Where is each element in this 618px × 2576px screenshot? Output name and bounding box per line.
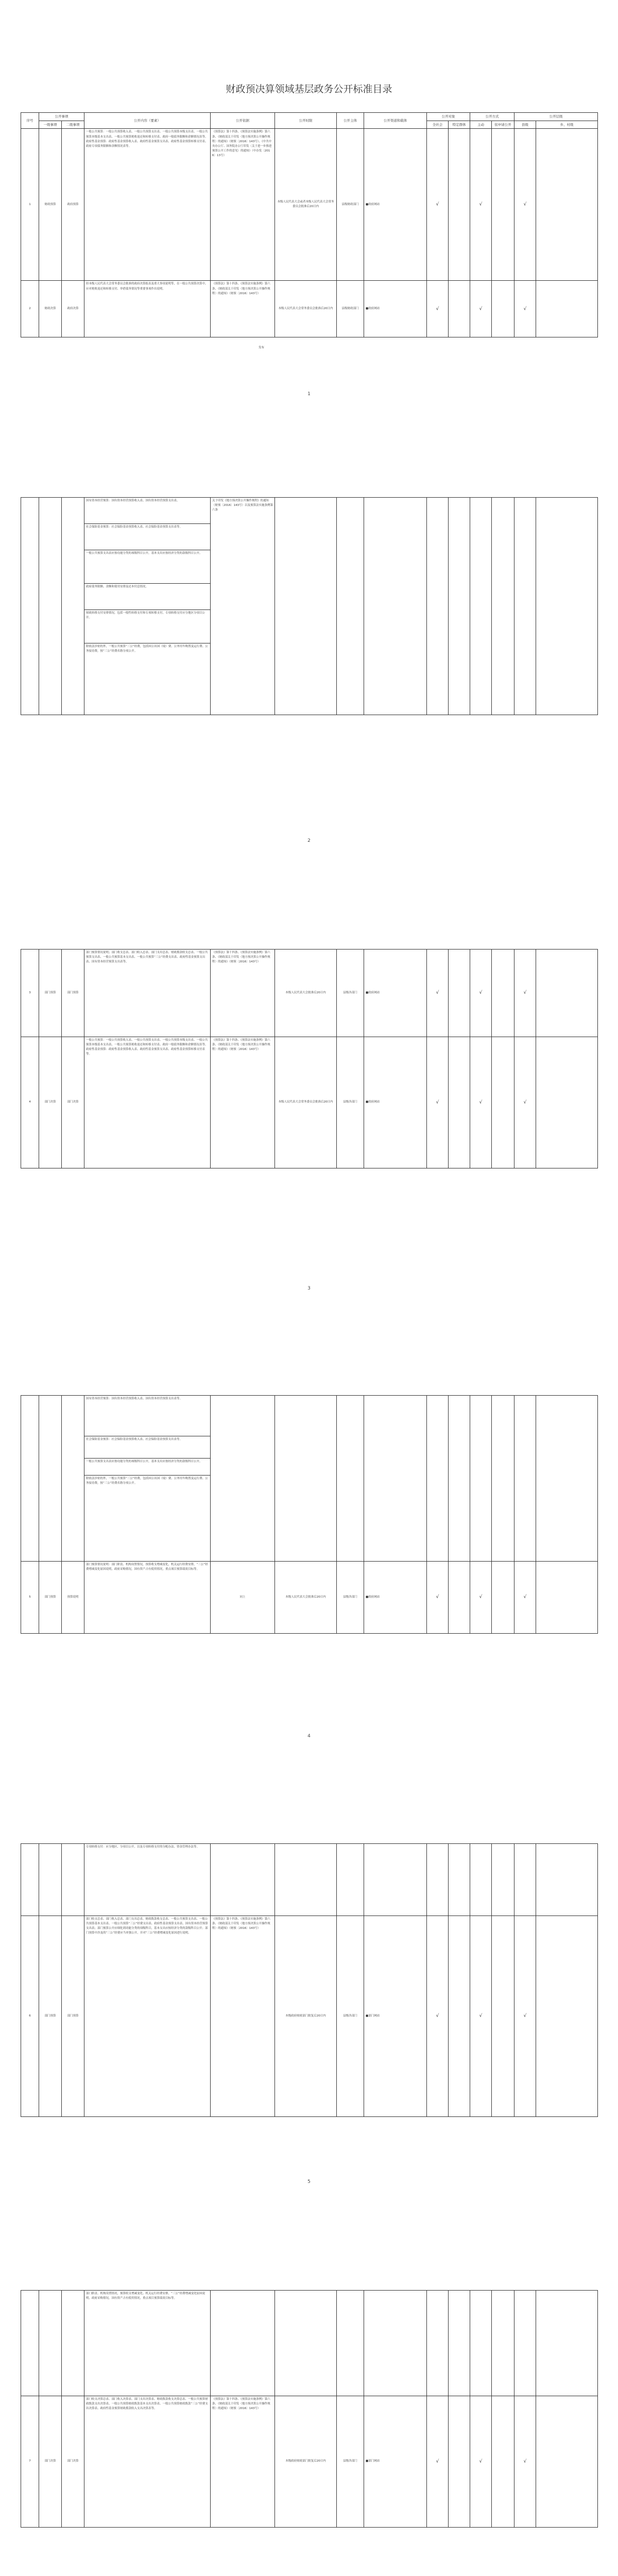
page-5-table-block (21, 1843, 597, 2117)
cell-time: 本级人民代表大会常务委员会批准后20日内 (275, 1037, 337, 1168)
table-row (21, 129, 598, 281)
cell-active: √ (470, 1037, 492, 1168)
cell-content: 专项转移支付：应分地区、分项目公开，以及专项转移支付的分配办法、资金管理办法等。 (84, 1844, 211, 1916)
header-level-town: 乡、村级 (536, 121, 598, 129)
cell-content: 部门预算情况说明；部门收支总表、部门收入总表、部门支出总表、财政拨款收支总表、一般公共预算支出表、一般公共预算基本支出表、一般公共预算“三公”经费支出表、政府性基金预算支出表、国有资本经营预算支出表等。 (84, 950, 211, 1037)
cell-town (536, 950, 598, 1037)
header-mode-active: 主动 (470, 121, 492, 129)
cell-target-all: √ (427, 1916, 449, 2117)
table-row (21, 1037, 598, 1168)
table-row (21, 1844, 598, 1916)
cell-time: 本级政府财政部门批复后20日内 (275, 2396, 337, 2528)
table-row (21, 1396, 598, 1562)
cell-time: 本级人民代表大会常务委员会批准后20日内 (275, 281, 337, 337)
cell-seq: 7 (21, 2396, 39, 2528)
cell-county: √ (514, 281, 536, 337)
cell-basis: 关于印发《地方预决算公开操作规程》的通知（财预〔2016〕143号）以及预算法实施条例第六条 (211, 498, 275, 715)
header-basis: 公开依据 (211, 113, 275, 129)
cell-active: √ (470, 281, 492, 337)
content-segment: 财政转移支付安排情况，包括一般性转移支付和专项转移支付，专项转移支付应分地区分项目公开。 (84, 610, 210, 643)
catalog-table (21, 497, 598, 715)
cell-l2: 政府决算 (62, 281, 84, 337)
cell-seq: 2 (21, 281, 39, 337)
cell-seq: 6 (21, 1916, 39, 2117)
cell-seq: 1 (21, 129, 39, 281)
page-number: 1 (307, 392, 311, 397)
header-item-l2: 二级事项 (62, 121, 84, 129)
cell-basis: 《预算法》第十四条、《预算法实施条例》第六条、《财政部关于印发〈地方预决算公开操作规程〉的通知》（财预〔2016〕143号） (211, 2396, 275, 2528)
cell-basis: 《预算法》第十四条、《预算法实施条例》第六条、《财政部关于印发〈地方预决算公开操作规程〉的通知》（财预〔2016〕143号） (211, 950, 275, 1037)
cell-active: √ (470, 1562, 492, 1634)
cell-town (536, 2396, 598, 2528)
cell-basis: 《预算法》第十四条、《预算法实施条例》第六条、《财政部关于印发〈地方预决算公开操作规程〉的通知》（财预〔2016〕143号） (211, 1916, 275, 2117)
cell-basis: 《预算法》第十四条、《预算法实施条例》第六条、《财政部关于印发〈地方预决算公开操作规程〉的通知》（财预〔2016〕143号） (211, 281, 275, 337)
cell-content: 部门预算情况说明：部门职责、机构设置情况，预算收支增减变化，机关运行经费安排，“三公”经费增减变化原因说明，政府采购情况，国有资产占有使用情况，重点项目预算绩效目标等。 (84, 1562, 211, 1634)
content-segment: 政府债务限额、余额和使用安排及还本付息情况。 (84, 584, 210, 610)
page-2-table-block (21, 497, 597, 715)
cell-town (536, 1916, 598, 2117)
cell-channel: ■政府网站 (364, 950, 427, 1037)
cell-l1: 部门预算 (39, 1916, 62, 2117)
cell-seq: 5 (21, 1562, 39, 1634)
page-3-table-block (21, 949, 597, 1168)
cell-county: √ (514, 1037, 536, 1168)
header-level-county: 县级 (514, 121, 536, 129)
table-row (21, 281, 598, 337)
cell-apply (492, 1562, 514, 1634)
content-segment: 国有资本经营预算：国有资本经营预算收入表、国有资本经营预算支出表等。 (84, 1396, 210, 1436)
cell-target-specific (449, 2396, 470, 2528)
cell-l2: 政府预算 (62, 129, 84, 281)
header-time: 公开时限 (275, 113, 337, 129)
cell-l1: 部门决算 (39, 2396, 62, 2528)
cell-apply (492, 2396, 514, 2528)
catalog-table (21, 949, 598, 1168)
cell-l1: 部门预算 (39, 950, 62, 1037)
cell-apply (492, 129, 514, 281)
cell-subject: 县级各部门 (337, 2396, 364, 2528)
page-number: 2 (307, 838, 311, 843)
cell-time: 本级政府财政部门批复后20日内 (275, 1916, 337, 2117)
cell-target-specific (449, 1037, 470, 1168)
cell-active: √ (470, 2396, 492, 2528)
cell-county: √ (514, 2396, 536, 2528)
header-mode-group: 公开方式 (470, 113, 514, 121)
content-segment: 除依法涉密的外，一般公共预算“三公”经费，包括因公出国（境）费、公务用车购置及运行费、公务接待费，按“三公”经费名称分项公开。 (86, 1477, 208, 1485)
table-row (21, 498, 598, 715)
content-segment: 一般公共预算支出表应按功能分类的项级科目公开，基本支出应按经济分类的款级科目公开。 (84, 1459, 210, 1476)
cell-l1: 部门预算 (39, 1562, 62, 1634)
header-items-group: 公开事项 (39, 113, 84, 121)
cell-l2: 部门决算 (62, 2396, 84, 2528)
cell-l1: 财政预算 (39, 129, 62, 281)
cell-subject: 县级各部门 (337, 950, 364, 1037)
table-row (21, 2291, 598, 2396)
content-segment: 社会保险基金预算：社会保险基金预算收入表、社会保险基金预算支出表等。 (84, 524, 210, 550)
cell-basis: 《预算法》第十四条、《预算法实施条例》第六条、《财政部关于印发〈地方预决算公开操作规程〉的通知》（财预〔2016〕143号） (211, 1037, 275, 1168)
cell-content: 一般公共预算：一般公共预算收入表、一般公共预算支出表、一般公共预算本级支出表、一般公共预算本级基本支出表、一般公共预算税收返还和转移支付表、政府一般债务限额和余额情况表等。政府性基金预算：政府性基金预算收入表、政府性基金预算支出表、政府性基金预算转移支付表等。 (84, 1037, 211, 1168)
table-header-row (21, 113, 598, 121)
cell-basis: 《预算法》第十四条、《预算法实施条例》第六条、《财政部关于印发〈地方预决算公开操作规程〉的通知》（财预〔2016〕143号）、《中共中央办公厅、国务院办公厅印发〈关于进一步推进预算公开工作的意见〉的通知》（中办发〔2016〕13号） (211, 129, 275, 281)
cell-target-specific (449, 1562, 470, 1634)
cell-target-all: √ (427, 1562, 449, 1634)
content-segment: 除依法涉密的外，一般公共预算“三公”经费，包括因公出国（境）费、公务用车购置及运行费、公务接待费，按“三公”经费名称分项公开。 (86, 645, 208, 653)
cell-content (84, 498, 211, 715)
cell-active: √ (470, 950, 492, 1037)
cell-channel: ■政府网站 (364, 1562, 427, 1634)
header-target-group: 公开对象 (427, 113, 470, 121)
header-channel: 公开渠道和载体 (364, 113, 427, 129)
cell-target-all: √ (427, 1037, 449, 1168)
page-1-table-block (21, 112, 597, 349)
cell-content: 部门职责、机构设置情况，预算收支增减变化、机关运行经费安排，“三公”经费增减变化原因说明，政府采购情况，国有资产占有使用情况，重点项目预算绩效目标等。 (84, 2291, 211, 2396)
cell-town (536, 129, 598, 281)
cell-content: 部门收支总表、部门收入总表、部门支出总表、财政拨款收支总表、一般公共预算支出表、一般公共预算基本支出表、一般公共预算“三公”经费支出表、政府性基金预算支出表、国有资本经营预算支出表；部门预算公开应细化到功能分类的项级科目，基本支出应按经济分类的款级科目公开；部门预算中涉及的“三公”经费应当单独公开，并对“三公”经费增减变化原因进行说明。 (84, 1916, 211, 2117)
cell-target-specific (449, 1916, 470, 2117)
header-item-l1: 一级事项 (39, 121, 62, 129)
cell-channel: ■政府网站 (364, 281, 427, 337)
cell-content (84, 1396, 211, 1562)
cell-channel: ■政府网站 (364, 129, 427, 281)
cell-channel: ■部门网站 (364, 1916, 427, 2117)
header-target-specific: 特定群体 (449, 121, 470, 129)
catalog-table (21, 112, 598, 337)
cell-subject: 县级财政部门 (337, 281, 364, 337)
cell-town (536, 1037, 598, 1168)
cell-basis: 同上 (211, 1562, 275, 1634)
header-seq: 序号 (21, 113, 39, 129)
catalog-table (21, 1843, 598, 2117)
table-row (21, 1562, 598, 1634)
cell-town (536, 281, 598, 337)
document-title: 财政预决算领域基层政务公开标准目录 (226, 83, 392, 95)
page-number: 4 (307, 1734, 311, 1739)
cell-subject: 县级各部门 (337, 1562, 364, 1634)
cell-l1: 财政决算 (39, 281, 62, 337)
cell-subject: 县级财政部门 (337, 129, 364, 281)
header-level-group: 公开层级 (514, 113, 598, 121)
cell-county: √ (514, 1562, 536, 1634)
content-segment: 国有资本经营预算：国有资本经营预算收入表、国有资本经营预算支出表。 (84, 498, 210, 524)
cell-l2: 部门预算 (62, 1916, 84, 2117)
cell-channel: ■政府网站 (364, 1037, 427, 1168)
cell-time: 本级人民代表大会批准后20日内 (275, 950, 337, 1037)
cell-target-all: √ (427, 129, 449, 281)
cell-apply (492, 1037, 514, 1168)
cell-content: 经本级人民代表大会常务委员会批准的政府决算报表及重大事项说明等，在一般公共预算决算中，应对税收返还和转移支付、举借债务情况等重要事项作出说明。 (84, 281, 211, 337)
cell-content: 一般公共预算：一般公共预算收入表、一般公共预算支出表、一般公共预算本级支出表、一般公共预算本级基本支出表、一般公共预算税收返还和转移支付表、政府一般债务限额和余额情况表等。 政府性基金预算：政府性基金预算收入表、政府性基金预算支出表、政府性基金预算转移支付表、政府专项债务限额和余额情况表等。 (84, 129, 211, 281)
table-row (21, 2396, 598, 2528)
cell-l2: 部门预算 (62, 950, 84, 1037)
catalog-table (21, 2290, 598, 2528)
cell-county: √ (514, 950, 536, 1037)
cell-apply (492, 950, 514, 1037)
cell-content: 部门收支决算总表、部门收入决算表、部门支出决算表、财政拨款收支决算总表、一般公共预算财政拨款支出决算表、一般公共预算财政拨款基本支出决算表、一般公共预算财政拨款“三公”经费支出决算表、政府性基金预算财政拨款收入支出决算表等。 (84, 2396, 211, 2528)
cell-l1: 部门决算 (39, 1037, 62, 1168)
table-row (21, 1916, 598, 2117)
header-subject: 公开主体 (337, 113, 364, 129)
cell-target-all: √ (427, 2396, 449, 2528)
cell-seq: 4 (21, 1037, 39, 1168)
cell-time: 本级人民代表大会或者本级人民代表大会常务委员会批准后20日内 (275, 129, 337, 281)
page-4-table-block (21, 1395, 597, 1634)
cell-l2: 预算说明 (62, 1562, 84, 1634)
cell-seq: 3 (21, 950, 39, 1037)
cell-subject: 县级各部门 (337, 1916, 364, 2117)
cell-active: √ (470, 1916, 492, 2117)
page-number: 5 (307, 2179, 311, 2184)
content-segment: 社会保险基金预算：社会保险基金预算收入表、社会保险基金预算支出表等。 (84, 1436, 210, 1459)
cell-target-specific (449, 281, 470, 337)
catalog-table (21, 1395, 598, 1634)
cell-target-all: √ (427, 950, 449, 1037)
cell-l2: 部门决算 (62, 1037, 84, 1168)
header-mode-apply: 依申请公开 (492, 121, 514, 129)
page-6-table-block (21, 2290, 597, 2528)
continuation-text: 发布 (259, 346, 265, 349)
content-segment: 一般公共预算支出表应按功能分类的项级科目公开，基本支出应按经济分类的款级科目公开。 (84, 550, 210, 584)
cell-subject: 县级各部门 (337, 1037, 364, 1168)
cell-time: 本级人民代表大会批准后20日内 (275, 1562, 337, 1634)
cell-county: √ (514, 129, 536, 281)
cell-channel: ■部门网站 (364, 2396, 427, 2528)
page-number: 3 (307, 1286, 311, 1291)
cell-target-specific (449, 950, 470, 1037)
cell-apply (492, 281, 514, 337)
cell-target-specific (449, 129, 470, 281)
table-row (21, 950, 598, 1037)
cell-county: √ (514, 1916, 536, 2117)
header-target-all: 全社会 (427, 121, 449, 129)
cell-apply (492, 1916, 514, 2117)
cell-target-all: √ (427, 281, 449, 337)
cell-town (536, 1562, 598, 1634)
cell-active: √ (470, 129, 492, 281)
header-content: 公开内容（要素） (84, 113, 211, 129)
